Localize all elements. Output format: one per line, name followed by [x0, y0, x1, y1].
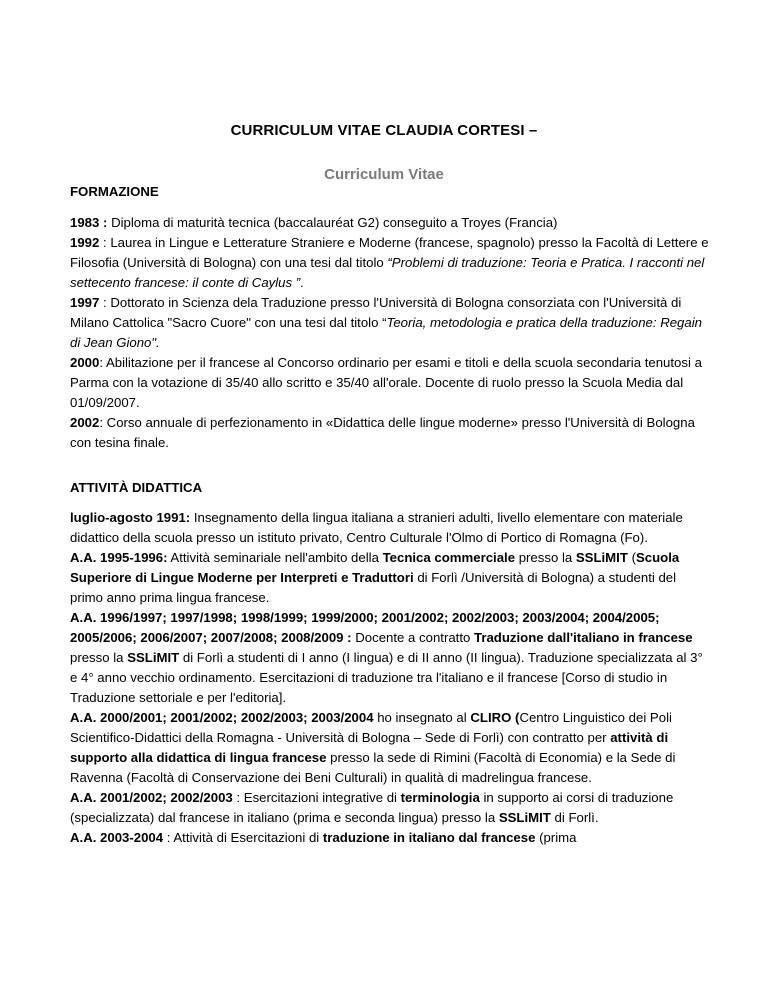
section-heading-attivita: ATTIVITÀ DIDATTICA: [70, 480, 203, 495]
entry-label: A.A. 2003-2004: [70, 830, 164, 845]
entry-text: (prima: [535, 830, 577, 845]
entry-text: in supporto ai corsi di traduzione (specializzata) dal francese in italiano (prima e seconda lingua) presso la: [70, 790, 674, 825]
entry-text: presso la: [70, 650, 128, 665]
entry-emphasis: CLIRO (: [470, 710, 520, 725]
entry-label: A.A. 2000/2001; 2001/2002; 2002/2003; 2003/2004: [70, 710, 374, 725]
attivita-entry-2003-2004: [70, 828, 710, 848]
entry-text: : Abilitazione per il francese al Concorso ordinario per esami e titoli e della scuola secondaria tenutosi a Parma con la votazione di 35/40 allo scritto e 35/40 all'orale. Docente di ruolo presso la Scuola Media dal 01/09/2007.: [70, 355, 702, 410]
formazione-entry-2000: [70, 353, 710, 413]
section-spacer: [70, 453, 710, 478]
entry-text: : Dottorato in Scienza dela Traduzione presso l'Università di Bologna consorziata con l'Università di Milano Cattolica "Sacro Cuore" con una tesi dal titolo “: [70, 295, 682, 330]
entry-year: 2002: [70, 415, 100, 430]
attivita-entry-2000-2004: [70, 708, 710, 788]
entry-label: A.A. 1995-1996:: [70, 550, 168, 565]
entry-year: 1997: [70, 295, 100, 310]
entry-year: 1992: [70, 235, 100, 250]
entry-text: presso la sede di Rimini (Facoltà di Economia) e la Sede di Ravenna (Facoltà di Conservazione dei Beni Culturali) in qualità di madrelingua francese.: [70, 750, 676, 785]
entry-text: presso la: [515, 550, 576, 565]
entry-text: : Laurea in Lingue e Letterature Straniere e Moderne (francese, spagnolo) presso la Facoltà di Lettere e Filosofia (Università di Bologna) con una tesi dal titolo: [70, 235, 709, 270]
entry-emphasis: SSLiMIT: [498, 810, 551, 825]
entry-text-end: .: [300, 275, 304, 290]
entry-emphasis: terminologia: [400, 790, 480, 805]
formazione-entry-2002: [70, 413, 710, 453]
entry-text: (: [627, 550, 636, 565]
entry-emphasis: attività di supporto alla didattica di lingua francese: [70, 730, 669, 765]
attivita-entry-1991: [70, 508, 710, 548]
entry-text: di Forlì.: [550, 810, 599, 825]
entry-text: ho insegnato al: [373, 710, 471, 725]
entry-label: luglio-agosto 1991:: [70, 510, 191, 525]
entry-text: Centro Linguistico dei Poli Scientifico-Didattici della Romagna - Università di Bologna – Sede di Forlì) con contratto per: [70, 710, 672, 745]
attivita-entry-1996-2009: [70, 608, 710, 708]
entry-emphasis: Scuola Superiore di Lingue Moderne per Interpreti e Traduttori: [70, 550, 680, 585]
entry-text: di Forlì /Università di Bologna) a studenti del primo anno prima lingua francese.: [70, 570, 677, 605]
entry-year: 2000: [70, 355, 100, 370]
formazione-entry-1983: [70, 213, 710, 233]
thesis-title: Teoria, metodologia e pratica della traduzione: Regain di Jean Giono".: [70, 315, 702, 350]
entry-text: : Attività di Esercitazioni di: [163, 830, 323, 845]
entry-emphasis: traduzione in italiano dal francese: [322, 830, 536, 845]
formazione-entry-1997: [70, 293, 710, 353]
entry-year: 1983 :: [70, 215, 108, 230]
entry-label: A.A. 2001/2002; 2002/2003: [70, 790, 233, 805]
entry-text: : Corso annuale di perfezionamento in «Didattica delle lingue moderne» presso l'Università di Bologna con tesina finale.: [70, 415, 695, 450]
entry-emphasis: Traduzione dall'italiano in francese: [474, 630, 693, 645]
thesis-title: “Problemi di traduzione: Teoria e Pratica. I racconti nel settecento francese: il conte di Caylus ”: [70, 255, 705, 290]
entry-emphasis: Tecnica commerciale: [382, 550, 516, 565]
attivita-entry-2001-2003: [70, 788, 710, 828]
entry-emphasis: SSLiMIT: [575, 550, 628, 565]
entry-text: Docente a contratto: [351, 630, 475, 645]
page-subtitle: Curriculum Vitae: [324, 166, 444, 183]
entry-label: A.A. 1996/1997; 1997/1998; 1998/1999; 1999/2000; 2001/2002; 2002/2003; 2003/2004; 2004/2005; 2005/2006; 2006/2007; 2007/2008; 2008/2009 :: [70, 610, 660, 645]
entry-text: Attività seminariale nell'ambito della: [167, 550, 383, 565]
entry-text: Diploma di maturità tecnica (baccalauréat G2) conseguito a Troyes (Francia): [107, 215, 558, 230]
page-title: CURRICULUM VITAE CLAUDIA CORTESI –: [230, 122, 538, 139]
document-body: [70, 182, 710, 848]
section-heading-formazione: FORMAZIONE: [70, 184, 159, 199]
entry-emphasis: SSLiMIT: [127, 650, 180, 665]
formazione-entry-1992: [70, 233, 710, 293]
entry-text: Insegnamento della lingua italiana a stranieri adulti, livello elementare con materiale didattico della scuola presso un istituto privato, Centro Culturale l'Olmo di Portico di Romagna (Fo).: [70, 510, 683, 545]
entry-text: : Esercitazioni integrative di: [232, 790, 401, 805]
attivita-entry-1995: [70, 548, 710, 608]
entry-text: di Forlì a studenti di I anno (I lingua) e di II anno (II lingua). Traduzione specializzata al 3° e 4° anno vecchio ordinamento. Esercitazioni di traduzione tra l'italiano e il francese [Corso di studio in Traduzione settoriale e per l'editoria].: [70, 650, 703, 705]
